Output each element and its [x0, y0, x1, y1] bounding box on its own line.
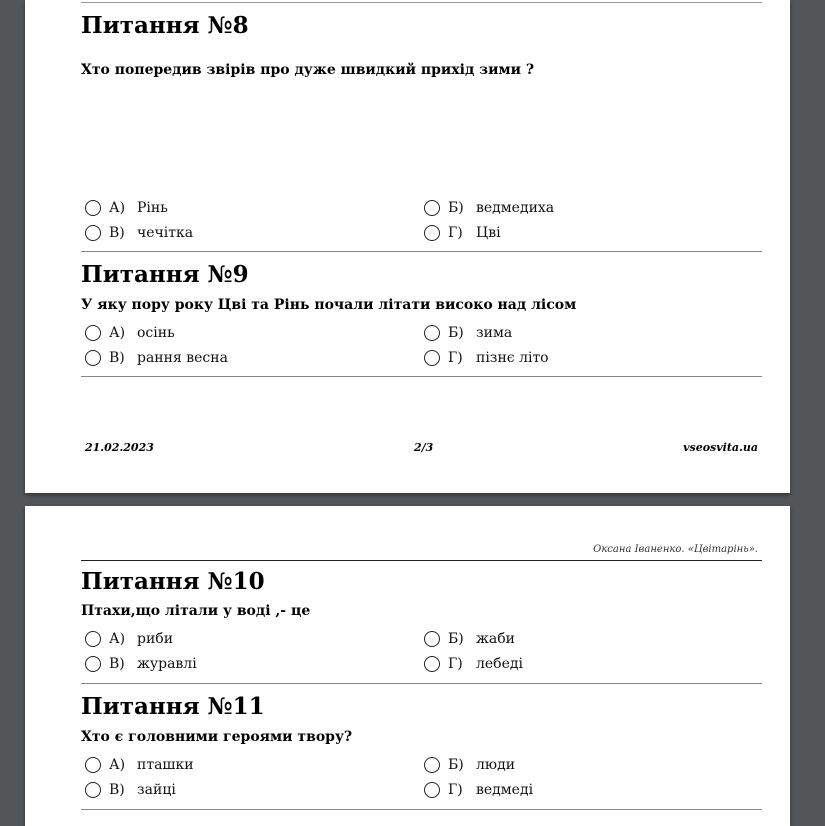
question-11-title: Питання №11 — [81, 693, 265, 720]
option-text: зима — [476, 325, 513, 341]
option-text: пізнє літо — [476, 350, 549, 366]
radio-icon[interactable] — [424, 225, 440, 241]
question-separator — [81, 251, 762, 252]
option-letter: Г) — [448, 225, 463, 241]
question-10-option-b[interactable] — [424, 628, 515, 650]
radio-icon[interactable] — [424, 200, 440, 216]
option-text: ведмедиха — [476, 200, 555, 216]
radio-icon[interactable] — [85, 225, 101, 241]
question-10-title: Питання №10 — [81, 568, 265, 595]
radio-icon[interactable] — [85, 631, 101, 647]
question-9-option-a[interactable] — [85, 322, 175, 344]
question-8-option-b[interactable] — [424, 197, 554, 219]
option-letter: Б) — [448, 757, 464, 773]
question-separator — [81, 809, 762, 810]
question-9-option-d[interactable] — [424, 347, 549, 369]
radio-icon[interactable] — [424, 350, 440, 366]
question-8-title: Питання №8 — [81, 12, 249, 39]
option-text: рання весна — [137, 350, 228, 366]
question-11-option-d[interactable] — [424, 779, 533, 801]
question-separator — [81, 376, 762, 377]
footer-date: 21.02.2023 — [85, 441, 154, 454]
question-10-option-a[interactable] — [85, 628, 173, 650]
option-letter: В) — [109, 350, 125, 366]
question-9-option-b[interactable] — [424, 322, 512, 344]
radio-icon[interactable] — [424, 782, 440, 798]
question-11-option-a[interactable] — [85, 754, 194, 776]
radio-icon[interactable] — [424, 656, 440, 672]
question-8-option-d[interactable] — [424, 222, 501, 244]
option-text: лебеді — [476, 656, 523, 672]
option-letter: Б) — [448, 631, 464, 647]
question-8-option-c[interactable] — [85, 222, 193, 244]
option-text: Рінь — [137, 200, 168, 216]
question-9-option-c[interactable] — [85, 347, 228, 369]
question-9-title: Питання №9 — [81, 261, 249, 288]
option-text: жаби — [476, 631, 515, 647]
option-letter: В) — [109, 225, 125, 241]
option-letter: А) — [109, 325, 126, 341]
option-text: ведмеді — [476, 782, 534, 798]
question-11-option-c[interactable] — [85, 779, 176, 801]
radio-icon[interactable] — [85, 656, 101, 672]
option-letter: А) — [109, 631, 126, 647]
footer-site: vseosvita.ua — [683, 441, 758, 454]
option-letter: В) — [109, 656, 125, 672]
question-separator — [81, 683, 762, 684]
option-letter: Б) — [448, 325, 464, 341]
option-text: чечітка — [137, 225, 194, 241]
option-letter: Г) — [448, 656, 463, 672]
question-9-text: У яку пору року Цві та Рінь почали літати високо над лісом — [81, 297, 577, 313]
header-rule — [81, 560, 762, 561]
option-letter: А) — [109, 200, 126, 216]
option-text: журавлі — [137, 656, 197, 672]
option-letter: А) — [109, 757, 126, 773]
option-letter: В) — [109, 782, 125, 798]
option-text: зайці — [137, 782, 176, 798]
question-10-option-d[interactable] — [424, 653, 523, 675]
option-text: осінь — [137, 325, 175, 341]
radio-icon[interactable] — [424, 325, 440, 341]
option-letter: Б) — [448, 200, 464, 216]
radio-icon[interactable] — [85, 757, 101, 773]
option-letter: Г) — [448, 782, 463, 798]
question-8-option-a[interactable] — [85, 197, 168, 219]
question-10-text: Птахи,що літали у воді ,- це — [81, 603, 311, 619]
question-11-option-b[interactable] — [424, 754, 515, 776]
radio-icon[interactable] — [85, 782, 101, 798]
page-header-author: Оксана Іваненко. «Цвітарінь». — [593, 544, 758, 555]
option-text: Цві — [476, 225, 501, 241]
radio-icon[interactable] — [85, 350, 101, 366]
option-letter: Г) — [448, 350, 463, 366]
radio-icon[interactable] — [85, 200, 101, 216]
radio-icon[interactable] — [424, 631, 440, 647]
question-10-option-c[interactable] — [85, 653, 197, 675]
option-text: риби — [137, 631, 174, 647]
question-8-text: Хто попередив звірів про дуже швидкий прихід зими ? — [81, 62, 535, 78]
footer-page-number: 2/3 — [414, 441, 434, 454]
option-text: пташки — [137, 757, 194, 773]
page-top-rule — [81, 2, 762, 3]
question-11-text: Хто є головними героями твору? — [81, 729, 353, 745]
radio-icon[interactable] — [85, 325, 101, 341]
document-page-2 — [25, 0, 790, 493]
radio-icon[interactable] — [424, 757, 440, 773]
option-text: люди — [476, 757, 516, 773]
document-page-3 — [25, 506, 790, 826]
